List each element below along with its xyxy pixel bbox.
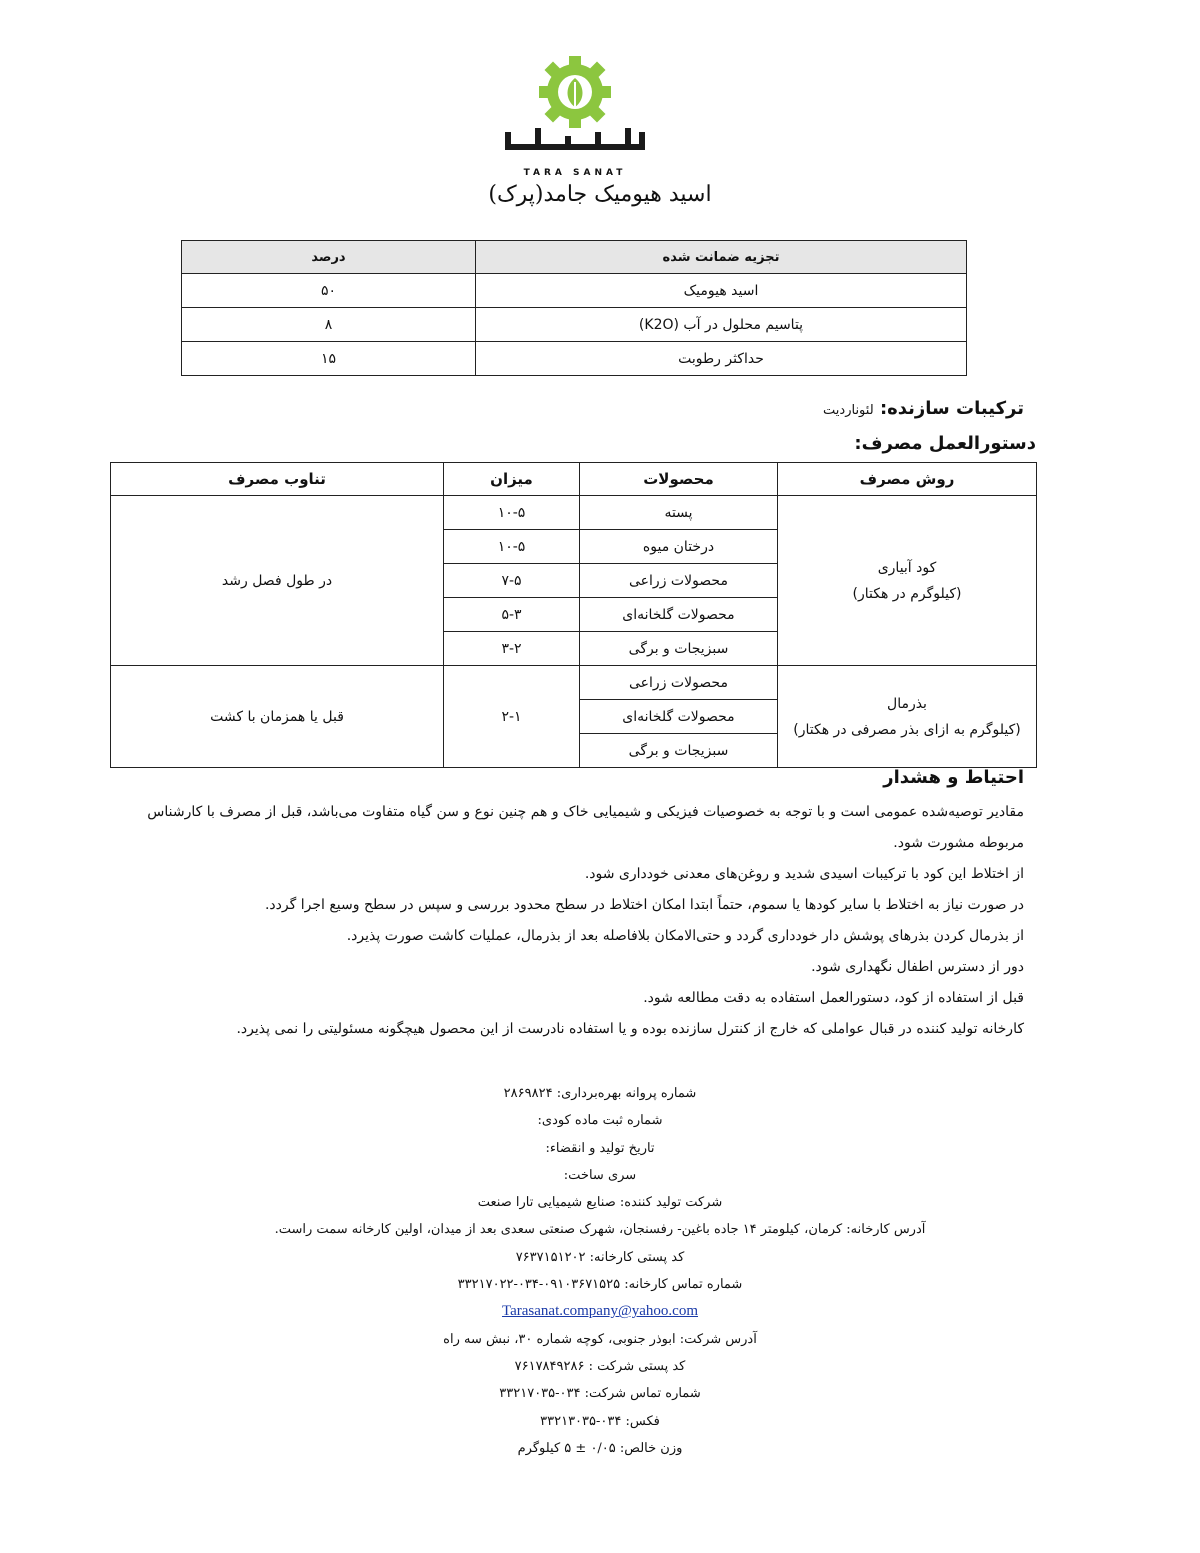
caution-line: مربوطه مشورت شود. <box>893 835 1024 851</box>
header-percent: درصد <box>182 241 476 274</box>
gear-leaf-logo-icon <box>495 52 655 182</box>
analysis-name: حداکثر رطوبت <box>476 342 967 376</box>
caution-line: از بذرمال کردن بذرهای پوشش دار خودداری گردد و حتی‌الامکان بلافاصله بعد از بذرمال، عملیات کاشت صورت پذیرد. <box>346 928 1024 944</box>
analysis-name: پتاسیم محلول در آب (K2O) <box>476 308 967 342</box>
analysis-table <box>181 240 967 376</box>
table-row <box>182 342 967 376</box>
company-logo <box>495 52 655 182</box>
company-address: آدرس شرکت: ابوذر جنوبی، کوچه شماره ۳۰، نبش سه راه <box>443 1331 757 1347</box>
product-cell: محصولات گلخانه‌ای <box>580 700 778 734</box>
product-cell: محصولات زراعی <box>580 666 778 700</box>
usage-table <box>110 462 1037 768</box>
product-cell: محصولات گلخانه‌ای <box>580 598 778 632</box>
factory-address: آدرس کارخانه: کرمان، کیلومتر ۱۴ جاده باغین- رفسنجان، شهرک صنعتی سعدی بعد از میدان، اولین کارخانه سمت راست. <box>274 1222 926 1238</box>
registration-number: شماره ثبت ماده کودی: <box>537 1113 663 1129</box>
method-line: (کیلوگرم در هکتار) <box>852 585 962 602</box>
logo-text-fa <box>495 124 655 125</box>
license-number: شماره پروانه بهره‌برداری: ۲۸۶۹۸۲۴ <box>503 1086 697 1101</box>
amount-cell: ۳-۲ <box>444 632 580 666</box>
method-line: (کیلوگرم به ازای بذر مصرفی در هکتار) <box>793 721 1021 738</box>
header-products: محصولات <box>580 463 778 496</box>
product-cell: درختان میوه <box>580 530 778 564</box>
fax: فکس: ۰۳۴-۳۳۲۱۳۰۳۵ <box>540 1413 660 1429</box>
footer-info <box>0 1080 1200 1462</box>
caution-line: از اختلاط این کود با ترکیبات اسیدی شدید و روغن‌های معدنی خودداری شود. <box>584 866 1024 882</box>
analysis-value: ۱۵ <box>182 342 476 376</box>
analysis-value: ۸ <box>182 308 476 342</box>
table-header-row <box>111 463 1037 496</box>
analysis-value: ۵۰ <box>182 274 476 308</box>
composition <box>823 398 1024 419</box>
product-cell: سبزیجات و برگی <box>580 632 778 666</box>
method-line: کود آبیاری <box>877 559 937 576</box>
table-row <box>111 496 1037 530</box>
company-phone: شماره تماس شرکت: ۰۳۴-۳۳۲۱۷۰۳۵ <box>499 1386 701 1402</box>
company-postal-code: کد پستی شرکت : ۷۶۱۷۸۴۹۲۸۶ <box>514 1358 686 1374</box>
email-link[interactable]: Tarasanat.company@yahoo.com <box>501 1303 699 1320</box>
frequency-cell: قبل یا همزمان با کشت <box>111 666 444 768</box>
analysis-name: اسید هیومیک <box>476 274 967 308</box>
production-date: تاریخ تولید و انقضاء: <box>545 1140 655 1156</box>
product-cell: محصولات زراعی <box>580 564 778 598</box>
table-row <box>182 274 967 308</box>
product-cell: سبزیجات و برگی <box>580 734 778 768</box>
logo-text-en: TARA SANAT <box>523 168 627 178</box>
header-frequency: تناوب مصرف <box>111 463 444 496</box>
usage-heading: دستورالعمل مصرف: <box>854 433 1036 454</box>
method-seed-treatment <box>778 666 1037 768</box>
table-header-row <box>182 241 967 274</box>
product-cell: پسته <box>580 496 778 530</box>
header-analysis: تجزیه ضمانت شده <box>476 241 967 274</box>
header-method: روش مصرف <box>778 463 1037 496</box>
amount-cell: ۱۰-۵ <box>444 530 580 564</box>
table-row <box>182 308 967 342</box>
factory-postal-code: کد پستی کارخانه: ۷۶۳۷۱۵۱۲۰۲ <box>515 1249 685 1265</box>
table-row <box>111 666 1037 700</box>
factory-phone: شماره تماس کارخانه: ۰۹۱۰۳۶۷۱۵۲۵-۰۳۴-۳۳۲۱۷۰۲۲ <box>457 1277 743 1293</box>
caution-line: دور از دسترس اطفال نگهداری شود. <box>811 959 1024 975</box>
manufacturer: شرکت تولید کننده: صنایع شیمیایی تارا صنعت <box>477 1195 723 1211</box>
amount-cell: ۱۰-۵ <box>444 496 580 530</box>
method-fertigation <box>778 496 1037 666</box>
caution-text <box>4 797 1024 1045</box>
composition-value: لئوناردیت <box>823 403 874 418</box>
page-title: اسید هیومیک جامد(پرک) <box>488 182 712 207</box>
caution-line: کارخانه تولید کننده در قبال عواملی که خارج از کنترل سازنده بوده و یا استفاده نادرست از این محصول هیچگونه مسئولیتی را نمی پذیرد. <box>236 1021 1024 1037</box>
header-amount: میزان <box>444 463 580 496</box>
composition-label: ترکیبات سازنده: <box>879 398 1024 419</box>
caution-heading: احتیاط و هشدار <box>883 767 1024 788</box>
frequency-cell: در طول فصل رشد <box>111 496 444 666</box>
net-weight: وزن خالص: ۰/۰۵ ± ۵ کیلوگرم <box>517 1440 683 1456</box>
caution-line: قبل از استفاده از کود، دستورالعمل استفاده به دقت مطالعه شود. <box>643 990 1024 1006</box>
amount-cell: ۲-۱ <box>444 666 580 768</box>
caution-line: در صورت نیاز به اختلاط با سایر کودها یا سموم، حتماً ابتدا امکان اختلاط در سطح محدود بررسی و سپس در سطح وسیع اجرا گردد. <box>264 897 1024 913</box>
method-line: بذرمال <box>887 695 927 712</box>
amount-cell: ۵-۳ <box>444 598 580 632</box>
amount-cell: ۷-۵ <box>444 564 580 598</box>
batch-number: سری ساخت: <box>563 1167 637 1183</box>
caution-line: مقادیر توصیه‌شده عمومی است و با توجه به خصوصیات فیزیکی و شیمیایی خاک و هم چنین نوع و سن گیاه متفاوت می‌باشد، قبل از مصرف با کارشناس <box>147 804 1024 820</box>
